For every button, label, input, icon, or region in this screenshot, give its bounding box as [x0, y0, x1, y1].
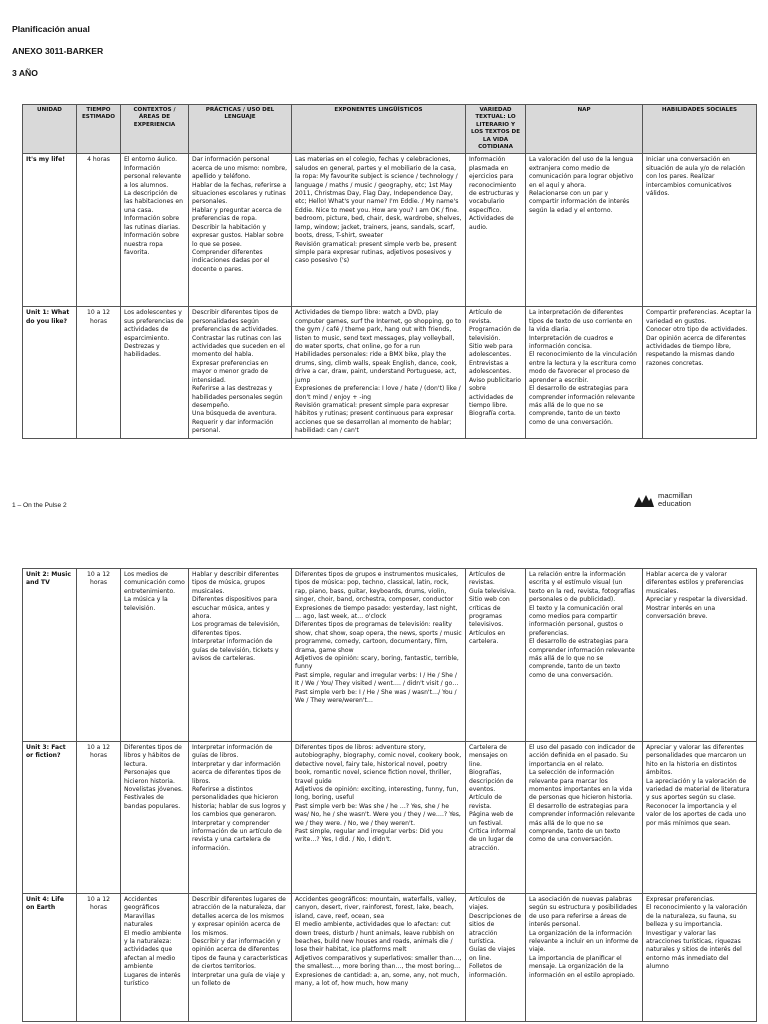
practices-cell: Describir diferentes tipos de personalidades según preferencias de actividades. Contrastar las rutinas con las actividades que suceden en el momento del habla. Expresar preferencias en mayor o menor grado de intensidad. Referirse a las destrezas y habilidades personales según desempeño. Una búsqueda de aventura. Requerir y dar información personal. — [189, 307, 292, 438]
macmillan-logo-icon — [634, 493, 654, 507]
variety-cell: Cartelera de mensajes on line. Biografías, descripción de eventos. Artículo de revista. Página web de un festival. Crítica informal de un lugar de atracción. — [466, 742, 526, 894]
table-row — [23, 569, 757, 742]
context-cell: Accidentes geográficos Maravillas naturales El medio ambiente y la naturaleza: actividades que afectan al medio ambiente Lugares de interés turístico — [121, 894, 189, 1022]
time-cell: 4 horas — [77, 154, 121, 307]
exponents-cell: Diferentes tipos de grupos e instrumentos musicales, tipos de música: pop, techno, classical, latin, rock, rap, piano, bass, guitar, keyboards, drums, violin, singer, choir, band, orchestra, composer, conductor Expresiones de tiempo pasado: yesterday, last night, … ago, last week, at… o'clock Diferentes tipos de programas de televisión: reality show, chat show, soap opera, the news, sports / music programme, comedy, cartoon, documentary, film, drama, game show Adjetivos de opinión: scary, boring, fantastic, terrible, funny Past simple, regular and irregular verbs: I / He / She / It / We / You/ They visited / went…. / didn't visit / go… Past simple verb be: I / He / She was / wasn't…/ You / We / They were/weren't… — [292, 569, 466, 742]
social-cell: Compartir preferencias. Aceptar la variedad en gustos. Conocer otro tipo de actividades. Dar opinión acerca de diferentes actividades de tiempo libre, respetando la mismas dando razones concretas. — [643, 307, 757, 438]
social-cell: Expresar preferencias. El reconocimiento y la valoración de la naturaleza, su fauna, su belleza y su importancia. Investigar y valorar las atracciones turísticas, riquezas naturales y sitios de interés del entorno más inmediato del alumno — [643, 894, 757, 1022]
unit-cell: Unit 3: Fact or fiction? — [23, 742, 77, 894]
time-cell: 10 a 12 horas — [77, 894, 121, 1022]
table-row — [23, 894, 757, 1022]
context-cell: Los medios de comunicación como entretenimiento. La música y la televisión. — [121, 569, 189, 742]
col-header-unit: UNIDAD — [23, 105, 77, 154]
exponents-cell: Actividades de tiempo libre: watch a DVD, play computer games, surf the Internet, go shopping, go to the gym / café / theme park, hang out with friends, listen to music, send text messages, play volleyball, do water sports, chat online, go for a run Habilidades personales: ride a BMX bike, play the drums, sing, climb walls, speak English, dance, cook, drive a car, draw, paint, understand Portuguese, act, jump Expresiones de preferencia: I love / hate / (don't) like / don't mind / enjoy + -ing Revisión gramatical: present simple para expresar hábitos y rutinas; present continuous para expresar acciones que se desarrollan al momento de hablar; habilidad: can / can't — [292, 307, 466, 438]
col-header-variety: VARIEDAD TEXTUAL: LO LITERARIO Y LOS TEXTOS DE LA VIDA COTIDIANA — [466, 105, 526, 154]
logo-line-1: macmillan — [658, 491, 693, 500]
time-cell: 10 a 12 horas — [77, 569, 121, 742]
page-header — [12, 24, 103, 90]
variety-cell: Artículos de revistas. Guía televisiva. Sitio web con críticas de programas televisivos. Artículos en cartelera. — [466, 569, 526, 742]
col-header-time: TIEMPO ESTIMADO — [77, 105, 121, 154]
context-cell: Diferentes tipos de libros y hábitos de lectura. Personajes que hicieron historia. Novelistas jóvenes. Festivales de bandas populares. — [121, 742, 189, 894]
social-cell: Apreciar y valorar las diferentes personalidades que marcaron un hito en la historia en distintos ámbitos. La apreciación y la valoración de variedad de material de literatura y sus aportes según su clase. Reconocer la importancia y el valor de los aportes de cada uno por más mínimos que sean. — [643, 742, 757, 894]
exponents-cell: Diferentes tipos de libros: adventure story, autobiography, biography, comic novel, cookery book, detective novel, fairy tale, historical novel, poetry book, romantic novel, science fiction novel, thriller, travel guide Adjetivos de opinión: exciting, interesting, funny, fun, long, boring, useful Past simple verb be: Was she / he …? Yes, she / he was/ No, he / she wasn't. Were you / they / we….? Yes, we / they were. / No, we / they weren't. Past simple, regular and irregular verbs: Did you write…? Yes, I did. / No, I didn't. — [292, 742, 466, 894]
unit-cell: Unit 1: What do you like? — [23, 307, 77, 438]
table-row — [23, 742, 757, 894]
page-footer-text: 1 – On the Pulse 2 — [12, 502, 67, 509]
table-row — [23, 307, 757, 438]
year-label: 3 AÑO — [12, 68, 38, 78]
time-cell: 10 a 12 horas — [77, 742, 121, 894]
unit-cell: Unit 4: Life on Earth — [23, 894, 77, 1022]
social-cell: Hablar acerca de y valorar diferentes estilos y preferencias musicales. Apreciar y respetar la diversidad. Mostrar interés en una conversación breve. — [643, 569, 757, 742]
variety-cell: Artículos de viajes. Descripciones de sitios de atracción turística. Guías de viajes on line. Folletos de información. — [466, 894, 526, 1022]
nap-cell: El uso del pasado con indicador de acción definida en el pasado. Su importancia en el relato. La selección de información relevante para marcar los momentos importantes en la vida de personas que hicieron historia. El desarrollo de estrategias para comprender información relevante más allá de lo que no se comprende, tanto de un texto como de una conversación. — [526, 742, 643, 894]
col-header-context: CONTEXTOS / ÁREAS DE EXPERIENCIA — [121, 105, 189, 154]
practices-cell: Dar información personal acerca de uno mismo: nombre, apellido y teléfono. Hablar de la fechas, referirse a situaciones escolares y rutinas personales. Hablar y preguntar acerca de preferencias de ropa. Describir la habitación y expresar gustos. Hablar sobre lo que se posee. Comprender diferentes indicaciones dadas por el docente o pares. — [189, 154, 292, 307]
practices-cell: Interpretar información de guías de libros. Interpretar y dar información acerca de diferentes tipos de libros. Referirse a distintos personalidades que hicieron historia; hablar de sus logros y los cambios que generaron. Interpretar y comprender información de un artículo de revista y una cartelera de información. — [189, 742, 292, 894]
time-cell: 10 a 12 horas — [77, 307, 121, 438]
exponents-cell: Las materias en el colegio, fechas y celebraciones, saludos en general, partes y el mobiliario de la casa, la ropa: My favourite subject is science / technology / language / maths / music / geography, etc; 1st May 2011, Christmas Day, Flag Day, Independence Day, etc; Hello! What's your name? I'm Eddie. / My name's Eddie. Nice to meet you. How are you? I am OK / fine. bedroom, picture, bed, chair, desk, wardrobe, shelves, lamp, window; jacket, trainers, jeans, sandals, scarf, boots, dress, T-shirt, sweater Revisión gramatical: present simple verb be, present simple para expresar rutinas, adjetivos posesivos y caso posesivo ('s) — [292, 154, 466, 307]
social-cell: Iniciar una conversación en situación de aula y/o de relación con los pares. Realizar intercambios comunicativos válidos. — [643, 154, 757, 307]
macmillan-logo — [634, 492, 692, 508]
unit-cell: Unit 2: Music and TV — [23, 569, 77, 742]
table-header-row — [23, 105, 757, 154]
logo-line-2: education — [658, 499, 691, 508]
nap-cell: La relación entre la información escrita y el estímulo visual (un texto en la red, revista, fotografías personales o de publicidad). El texto y la comunicación oral como medios para compartir información personal, gustos o preferencias. El desarrollo de estrategias para comprender información relevante más allá de lo que no se comprende, tanto de un texto como de una conversación. — [526, 569, 643, 742]
nap-cell: La interpretación de diferentes tipos de texto de uso corriente en la vida diaria. Interpretación de cuadros e información concisa. El reconocimiento de la vinculación entre la lectura y la escritura como modo de favorecer el proceso de aprender a escribir. El desarrollo de estrategias para comprender información relevante más allá de lo que no se comprende, tanto de un texto como de una conversación. — [526, 307, 643, 438]
col-header-practices: PRÁCTICAS / USO DEL LENGUAJE — [189, 105, 292, 154]
table-row — [23, 154, 757, 307]
practices-cell: Describir diferentes lugares de atracción de la naturaleza, dar detalles acerca de los mismos y expresar opinión acerca de los mismos. Describir y dar información y opinión acerca de diferentes tipos de fauna y características de ciertos territorios. Interpretar una guía de viaje y un folleto de — [189, 894, 292, 1022]
nap-cell: La valoración del uso de la lengua extranjera como medio de comunicación para lograr objetivo en el aquí y ahora. Relacionarse con un par y compartir información de interés según la edad y el entorno. — [526, 154, 643, 307]
nap-cell: La asociación de nuevas palabras según su estructura y posibilidades de uso para referirse a áreas de interés personal. La organización de la información relevante a incluir en un informe de viaje. La importancia de planificar el mensaje. La organización de la información en el estilo apropiado. — [526, 894, 643, 1022]
unit-cell: It's my life! — [23, 154, 77, 307]
annex-label: ANEXO 3011-BARKER — [12, 46, 104, 56]
exponents-cell: Accidentes geográficos: mountain, waterfalls, valley, canyon, desert, river, rainforest, forest, lake, beach, island, cave, reef, ocean, sea El medio ambiente, actividades que lo afectan: cut down trees, disturb / hunt animals, leave rubbish on beaches, build new houses and roads, animals die / lose their habitat, ice platforms melt Adjetivos comparativos y superlativos: smaller than…, the smallest…, more boring than…, the most boring… Expresiones de cantidad: a, an, some, any, not much, many, a lot of, how much, how many — [292, 894, 466, 1022]
col-header-exponents: EXPONENTES LINGÜÍSTICOS — [292, 105, 466, 154]
col-header-social: HABILIDADES SOCIALES — [643, 105, 757, 154]
planning-table-page-1 — [22, 104, 757, 439]
variety-cell: Información plasmada en ejercicios para reconocimiento de estructuras y vocabulario específico. Actividades de audio. — [466, 154, 526, 307]
context-cell: Los adolescentes y sus preferencias de actividades de esparcimiento. Destrezas y habilidades. — [121, 307, 189, 438]
context-cell: El entorno áulico. Información personal relevante a los alumnos. La descripción de las habitaciones en una casa. Información sobre las rutinas diarias. Información sobre nuestra ropa favorita. — [121, 154, 189, 307]
practices-cell: Hablar y describir diferentes tipos de música, grupos musicales. Diferentes dispositivos para escuchar música, antes y ahora. Los programas de televisión, diferentes tipos. Interpretar información de guías de televisión, tickets y avisos de carteleras. — [189, 569, 292, 742]
variety-cell: Artículo de revista. Programación de televisión. Sitio web para adolescentes. Entrevistas a adolescentes. Aviso publicitario sobre actividades de tiempo libre. Biografía corta. — [466, 307, 526, 438]
col-header-nap: NAP — [526, 105, 643, 154]
planning-table-page-2 — [22, 568, 757, 1022]
page-title: Planificación anual — [12, 24, 90, 34]
